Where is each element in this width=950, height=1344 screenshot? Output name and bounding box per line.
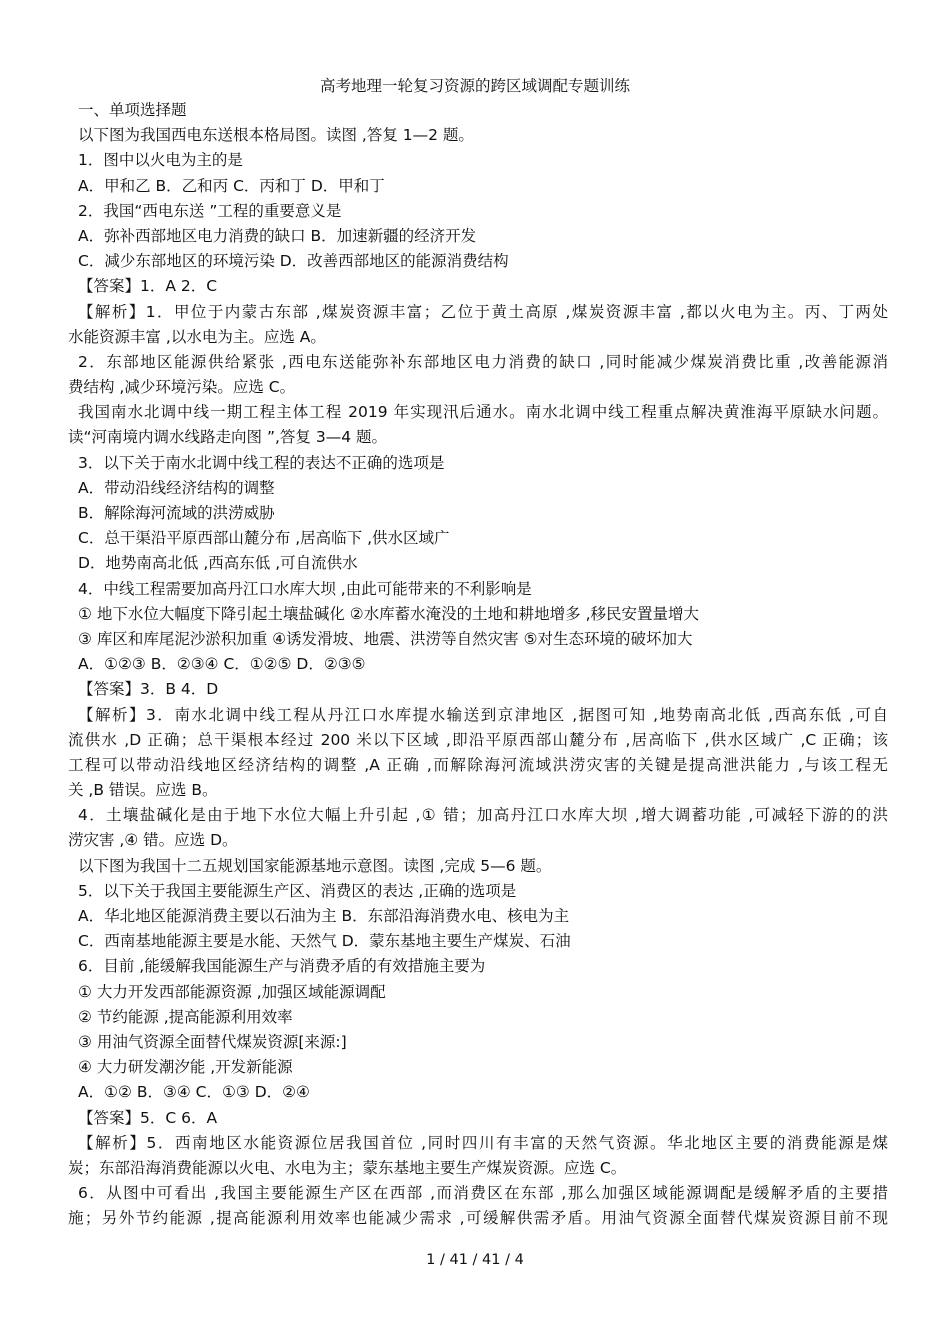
explanation-line: 费结构 ,减少环境污染。应选 C。 <box>68 378 296 397</box>
explanation-line: 2．东部地区能源供给紧张 ,西电东送能弥补东部地区电力消费的缺口 ,同时能减少煤炭消费比重 ,改善能源消 <box>78 352 888 371</box>
explanation-line: 【解析】1．甲位于内蒙古东部 ,煤炭资源丰富；乙位于黄土高原 ,煤炭资源丰富 ,都以火电为主。丙、丁两处 <box>78 302 888 321</box>
question-line: 5．以下关于我国主要能源生产区、消费区的表达 ,正确的选项是 <box>78 881 517 900</box>
options-line: C．减少东部地区的环境污染 D．改善西部地区的能源消费结构 <box>78 252 509 271</box>
paragraph-line: 读“河南境内调水线路走向图 ”,答复 3—4 题。 <box>68 428 387 447</box>
statement-line: ① 地下水位大幅度下降引起土壤盐碱化 ②水库蓄水淹没的土地和耕地增多 ,移民安置量增大 <box>78 604 700 623</box>
options-line: A．甲和乙 B．乙和丙 C．丙和丁 D．甲和丁 <box>78 176 385 195</box>
options-line: B．解除海河流域的洪涝威胁 <box>78 504 275 522</box>
answer-line: 【答案】5．C 6．A <box>78 1108 218 1127</box>
explanation-line: 涝灾害 ,④ 错。应选 D。 <box>68 831 238 850</box>
document-title: 高考地理一轮复习资源的跨区域调配专题训练 <box>319 77 630 95</box>
explanation-line: 流供水 ,D 正确；总干渠根本经过 200 米以下区域 ,即沿平原西部山麓分布 ,居高临下 ,供水区域广 ,C 正确；该 <box>68 730 888 749</box>
question-line: 2．我国“西电东送 ”工程的重要意义是 <box>78 201 342 220</box>
page-number: 1 / 41 / 41 / 4 <box>426 1252 524 1268</box>
options-line: C．总干渠沿平原西部山麓分布 ,居高临下 ,供水区域广 <box>78 529 450 548</box>
explanation-line: 【解析】3．南水北调中线工程从丹江口水库提水输送到京津地区 ,据图可知 ,地势南高北低 ,西高东低 ,可自 <box>78 705 888 724</box>
paragraph-line: 我国南水北调中线一期工程主体工程 2019 年实现汛后通水。南水北调中线工程重点解决黄淮海平原缺水问题。 <box>78 403 888 422</box>
explanation-line: 6．从图中可看出 ,我国主要能源生产区在西部 ,而消费区在东部 ,那么加强区域能源调配是缓解矛盾的主要措 <box>78 1184 888 1203</box>
options-line: A．华北地区能源消费主要以石油为主 B．东部沿海消费水电、核电为主 <box>78 907 570 925</box>
answer-line: 【答案】1．A 2．C <box>78 277 218 296</box>
answer-line: 【答案】3．B 4．D <box>78 680 219 699</box>
explanation-line: 水能资源丰富 ,以水电为主。应选 A。 <box>68 327 326 346</box>
options-line: D．地势南高北低 ,西高东低 ,可自流供水 <box>78 554 358 573</box>
options-line: A．带动沿线经济结构的调整 <box>78 478 275 497</box>
explanation-line: 4．土壤盐碱化是由于地下水位大幅上升引起 ,① 错；加高丹江口水库大坝 ,增大调蓄功能 ,可减轻下游的的洪 <box>78 806 888 825</box>
question-line: 4．中线工程需要加高丹江口水库大坝 ,由此可能带来的不利影响是 <box>78 579 532 598</box>
options-line: C．西南基地能源主要是水能、天然气 D．蒙东基地主要生产煤炭、石油 <box>78 932 571 951</box>
options-line: A．①② B．③④ C．①③ D．②④ <box>78 1083 310 1102</box>
explanation-line: 炭；东部沿海消费能源以火电、水电为主；蒙东基地主要生产煤炭资源。应选 C。 <box>68 1158 627 1177</box>
explanation-line: 施；另外节约能源 ,提高能源利用效率也能减少需求 ,可缓解供需矛盾。用油气资源全面替代煤炭资源目前不现 <box>68 1209 888 1228</box>
explanation-line: 【解析】5．西南地区水能资源位居我国首位 ,同时四川有丰富的天然气资源。华北地区主要的消费能源是煤 <box>78 1133 888 1152</box>
paragraph-line: 以下图为我国十二五规划国家能源基地示意图。读图 ,完成 5—6 题。 <box>78 856 552 875</box>
options-line: A．弥补西部地区电力消费的缺口 B．加速新疆的经济开发 <box>78 226 477 245</box>
question-line: 3．以下关于南水北调中线工程的表达不正确的选项是 <box>78 453 445 472</box>
statement-line: ④ 大力研发潮汐能 ,开发新能源 <box>78 1058 293 1077</box>
statement-line: ③ 库区和库尾泥沙淤积加重 ④诱发滑坡、地震、洪涝等自然灾害 ⑤对生态环境的破坏加大 <box>78 629 693 648</box>
statement-line: ② 节约能源 ,提高能源利用效率 <box>78 1007 293 1026</box>
question-line: 6．目前 ,能缓解我国能源生产与消费矛盾的有效措施主要为 <box>78 957 486 976</box>
options-line: A．①②③ B．②③④ C．①②⑤ D．②③⑤ <box>78 655 366 674</box>
paragraph-line: 以下图为我国西电东送根本格局图。读图 ,答复 1—2 题。 <box>78 126 474 145</box>
section-heading: 一、单项选择题 <box>78 101 187 119</box>
question-line: 1．图中以火电为主的是 <box>78 151 243 170</box>
document-body <box>68 98 888 1231</box>
explanation-line: 工程可以带动沿线地区经济结构的调整 ,A 正确 ,而解除海河流域洪涝灾害的关键是提高泄洪能力 ,与该工程无 <box>68 755 888 774</box>
statement-line: ③ 用油气资源全面替代煤炭资源[来源:] <box>78 1032 347 1051</box>
explanation-line: 关 ,B 错误。应选 B。 <box>68 781 218 800</box>
statement-line: ① 大力开发西部能源资源 ,加强区域能源调配 <box>78 982 386 1001</box>
